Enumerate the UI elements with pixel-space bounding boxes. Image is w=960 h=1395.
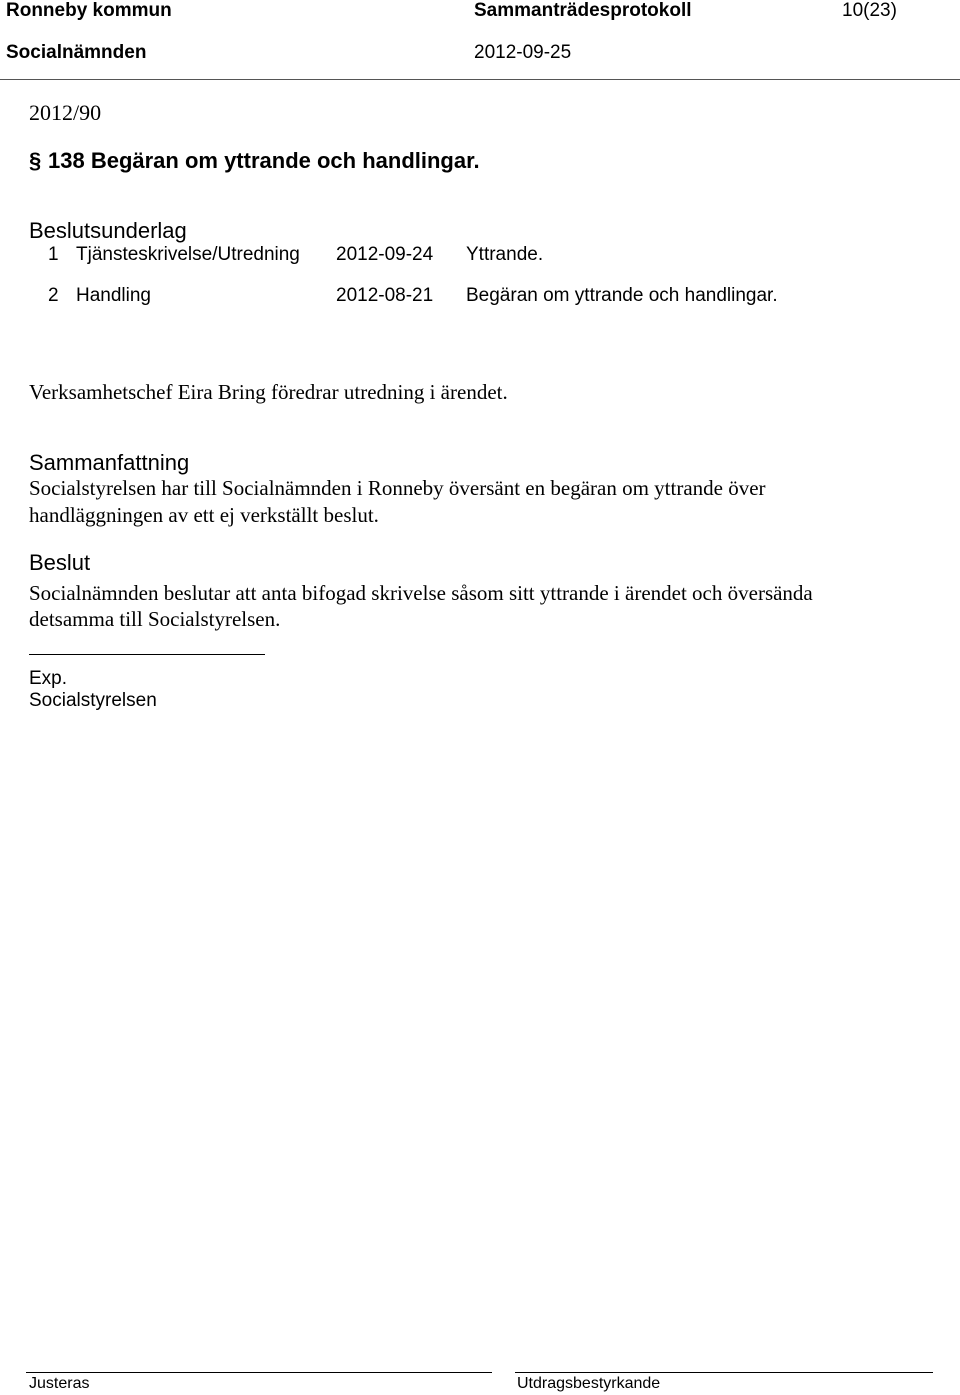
summary-text-line: Socialstyrelsen har till Socialnämnden i Ronneby översänt en begäran om yttrande över: [29, 476, 766, 500]
document-number: 2: [48, 285, 59, 306]
dispatch-label: Exp.: [29, 668, 68, 689]
decision-text-line: detsamma till Socialstyrelsen.: [29, 607, 281, 631]
utdragsbestyrkande-label: Utdragsbestyrkande: [517, 1375, 661, 1392]
presenter-statement: Verksamhetschef Eira Bring föredrar utredning i ärendet.: [29, 380, 508, 404]
utdrag-signature-line: [515, 1372, 933, 1373]
board-name: Socialnämnden: [6, 42, 147, 63]
document-type-label: Handling: [76, 285, 151, 306]
summary-text-line: handläggningen av ett ej verkställt beslut.: [29, 503, 379, 527]
section-title: 138 Begäran om yttrande och handlingar.: [48, 148, 480, 173]
document-type: Sammanträdesprotokoll: [474, 0, 692, 21]
meeting-date: 2012-09-25: [474, 42, 572, 63]
document-date: 2012-08-21: [336, 285, 434, 306]
document-number: 1: [48, 244, 59, 265]
basis-heading: Beslutsunderlag: [29, 218, 187, 243]
justeras-label: Justeras: [29, 1375, 90, 1392]
document-type-label: Tjänsteskrivelse/Utredning: [76, 244, 300, 265]
summary-heading: Sammanfattning: [29, 450, 190, 475]
dispatch-divider: [29, 654, 265, 655]
header-divider: [0, 79, 960, 80]
document-description: Yttrande.: [466, 244, 544, 265]
dispatch-recipient: Socialstyrelsen: [29, 690, 157, 711]
case-number: 2012/90: [29, 100, 102, 125]
decision-heading: Beslut: [29, 550, 91, 575]
document-date: 2012-09-24: [336, 244, 434, 265]
decision-text-line: Socialnämnden beslutar att anta bifogad skrivelse såsom sitt yttrande i ärendet och översända: [29, 581, 813, 605]
document-description: Begäran om yttrande och handlingar.: [466, 285, 778, 306]
justeras-signature-line: [26, 1372, 492, 1373]
section-mark: §: [29, 148, 42, 173]
page-number: 10(23): [842, 0, 897, 21]
organization-name: Ronneby kommun: [6, 0, 172, 21]
